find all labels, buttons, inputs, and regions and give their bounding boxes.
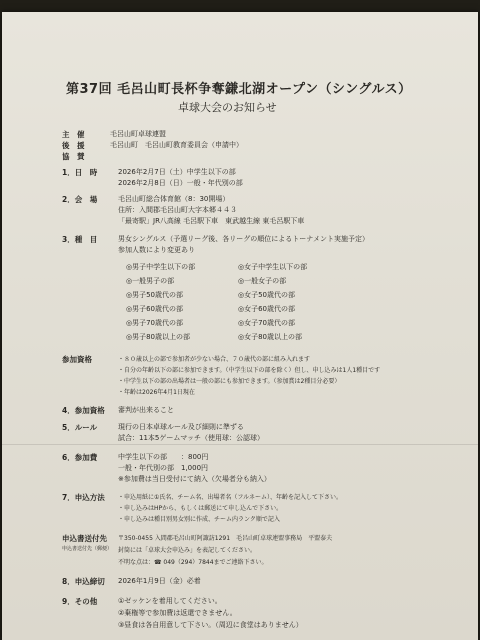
date-line-1: 2026年2月7日（土）中学生以下の部 xyxy=(118,168,236,176)
deadline-text: 2026年1月9日（金）必着 xyxy=(118,577,201,585)
contact-tel: 不明な点は：☎ 049（294）7844までご連絡下さい。 xyxy=(118,559,268,566)
events-label: 3．種 目 xyxy=(62,235,98,244)
other-line-1: ①ゼッケンを着用してください。 xyxy=(118,597,222,605)
rules-label: 5．ルール xyxy=(62,423,98,432)
event-item: ◎一般女子の部 xyxy=(238,277,287,285)
event-item: ◎男子70歳代の部 xyxy=(126,319,184,327)
venue-line-1: 毛呂山町総合体育館（8：30開場） xyxy=(118,195,230,203)
page-title: 第37回 毛呂山町長杯争奪鎌北湖オープン（シングルス） xyxy=(66,82,412,97)
referee-text: 審判が出来ること xyxy=(118,406,174,414)
apply-line-3: ・申し込みは種目別男女別に作成、チーム内ランク順で記入 xyxy=(118,516,280,523)
venue-label: 2．会 場 xyxy=(62,195,98,204)
apply-label: 7．申込方法 xyxy=(62,493,105,502)
date-line-2: 2026年2月8日（日）一般・年代別の部 xyxy=(118,179,243,187)
event-item: ◎男子中学生以下の部 xyxy=(126,263,196,271)
event-item: ◎男子60歳代の部 xyxy=(126,305,184,313)
events-line-1: 男女シングルス（予選リーグ後、各リーグの順位によるトーナメント実施予定） xyxy=(118,235,369,243)
eligibility-label: 参加資格 xyxy=(62,355,92,364)
paper-fold xyxy=(2,444,478,445)
org-support-label: 後 援 xyxy=(62,141,85,150)
eligibility-line-3: ・中学生以下の部の出場者は一般の部にも参加できます。（参加賞は2種目分必要） xyxy=(118,378,341,385)
org-host-label: 主 催 xyxy=(62,130,85,139)
events-line-2: 参加人数により変更あり xyxy=(118,246,195,254)
venue-line-3: 「最寄駅」JR八高線 毛呂駅下車 東武越生線 東毛呂駅下車 xyxy=(118,217,305,225)
event-item: ◎一般男子の部 xyxy=(126,277,175,285)
address-sub-label: 申込書送付先（郵便） xyxy=(62,546,113,552)
eligibility-line-4: ・年齢は2026年4月1日現在 xyxy=(118,389,195,396)
address-label: 申込書送付先 xyxy=(62,534,107,543)
rules-line-1: 現行の日本卓球ルール及び細則に準ずる xyxy=(118,423,244,431)
page-subtitle: 卓球大会のお知らせ xyxy=(178,101,277,114)
org-sponsor-label: 協 賛 xyxy=(62,152,85,161)
fee-label: 6．参加費 xyxy=(62,453,98,462)
eligibility-line-2: ・自分の年齢以下の部に参加できます。（中学生以下の部を除く）但し、申し込みは1人1種目です xyxy=(118,367,381,374)
event-item: ◎男子80歳以上の部 xyxy=(126,333,191,341)
fee-line-1: 中学生以下の部 ：800円 xyxy=(118,453,209,461)
rules-line-2: 試合：11本5ゲームマッチ（使用球：公認球） xyxy=(118,434,264,442)
notice-sheet xyxy=(2,12,478,640)
event-item: ◎男子50歳代の部 xyxy=(126,291,184,299)
apply-line-1: ・申込用紙に①氏名、チーム名、出場者名（フルネーム）、年齢を記入して下さい。 xyxy=(118,494,342,501)
eligibility-line-1: ・８０歳以上の部で参加者が少ない場合、７０歳代の部に組み入れます xyxy=(118,356,311,363)
apply-line-2: ・申し込みはHPから、もしくは郵送にて申し込んで下さい。 xyxy=(118,505,283,512)
event-item: ◎女子70歳代の部 xyxy=(238,319,296,327)
other-line-2: ②棄権等で参加費は返還できません。 xyxy=(118,609,237,617)
envelope-note: 封筒には「卓球大会申込み」を表記してください。 xyxy=(118,547,257,554)
org-host: 毛呂山町卓球連盟 xyxy=(110,130,166,138)
address: 〒350-0455 入間郡毛呂山町阿諏訪1291 毛呂山町卓球連盟事務局 平盟泰夫 xyxy=(118,535,333,542)
date-label: 1．日 時 xyxy=(62,168,98,177)
referee-label: 4．参加資格 xyxy=(62,406,105,415)
fee-line-2: 一般・年代別の部 1,000円 xyxy=(118,464,209,472)
venue-line-2: 住所：入間郡毛呂山町大字本郷４４３ xyxy=(118,206,237,214)
other-line-3: ③昼食は各自用意して下さい。（周辺に食堂はありません） xyxy=(118,621,303,629)
fee-line-3: ※参加費は当日受付にて納入（欠場者分も納入） xyxy=(118,475,271,483)
event-item: ◎女子中学生以下の部 xyxy=(238,263,308,271)
deadline-label: 8．申込締切 xyxy=(62,577,105,586)
event-item: ◎女子80歳以上の部 xyxy=(238,333,303,341)
org-support: 毛呂山町 毛呂山町教育委員会（申請中） xyxy=(110,141,243,149)
event-item: ◎女子60歳代の部 xyxy=(238,305,296,313)
event-item: ◎女子50歳代の部 xyxy=(238,291,296,299)
other-label: 9．その他 xyxy=(62,597,98,606)
